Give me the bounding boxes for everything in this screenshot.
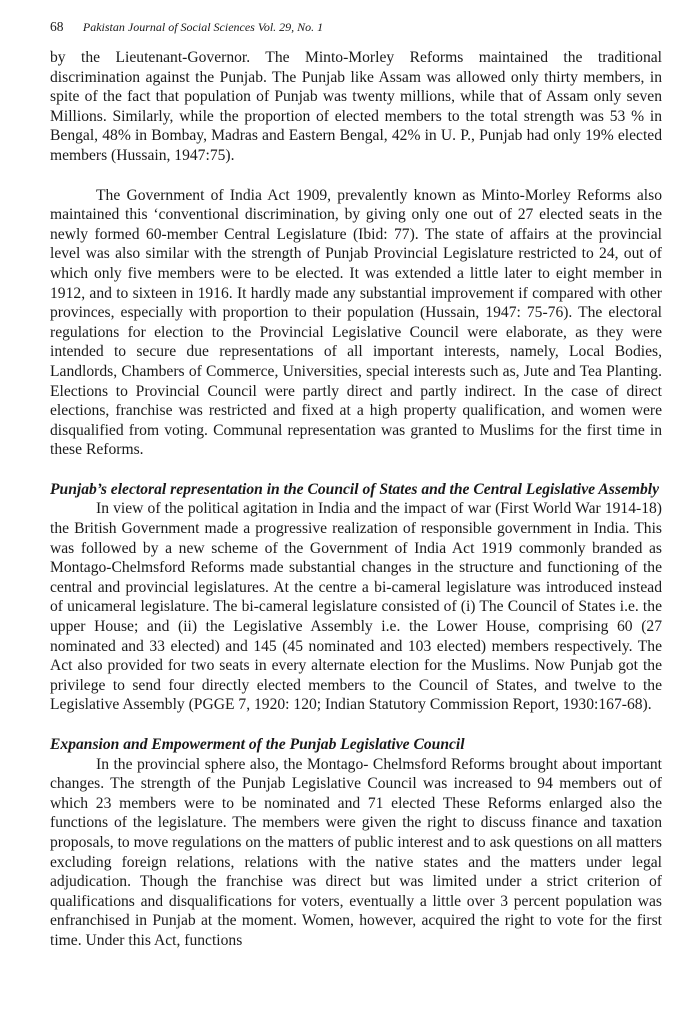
paragraph-government-of-india-act-1909: The Government of India Act 1909, prevalently known as Minto-Morley Reforms also maintained this ‘conventional discrimination, by giving only one out of 27 elected seats in the newly formed 60-member Central Legislature (Ibid: 77). The state of affairs at the provincial level was also similar with the strength of Punjab Provincial Legislature restricted to 24, out of which only five members were to be elected. It was extended a little later to eight member in 1912, and to sixteen in 1916. It hardly made any substantial improvement if compared with other provinces, especially with proportion to their population (Hussain, 1947: 75-76). The electoral regulations for election to the Provincial Legislative Council were elaborate, as they were intended to secure due representations of all important interests, namely, Local Bodies, Landlords, Chambers of Commerce, Universities, special interests such as, Jute and Tea Planting. Elections to Provincial Council were partly direct and partly indirect. In the case of direct elections, franchise was restricted and fixed at a high property qualification, and women were disqualified from voting. Communal representation was granted to Muslims for the first time in these Reforms. — [50, 186, 662, 459]
paragraph-provincial-sphere: In the provincial sphere also, the Montago- Chelmsford Reforms brought about important changes. The strength of the Punjab Legislative Council was increased to 94 members out of which 23 members were to be nominated and 71 elected These Reforms enlarged also the functions of the legislature. The members were given the right to discuss finance and taxation proposals, to move regulations on the matters of public interest and to ask questions on all matters excluding foreign relations, relations with the native states and the matters under legal adjudication. Though the franchise was direct but was limited under a strict criterion of qualifications and disqualifications for voters, eventually a little over 3 percent population was enfranchised in Punjab at the moment. Women, however, acquired the right to vote for the first time. Under this Act, functions — [50, 755, 662, 949]
paragraph-gap — [50, 166, 662, 186]
journal-page — [50, 18, 662, 951]
section-heading-electoral-representation: Punjab’s electoral representation in the Council of States and the Central Legislative Assembly — [50, 480, 660, 498]
paragraph-gap — [50, 715, 662, 735]
paragraph-minto-morley-discrimination: by the Lieutenant-Governor. The Minto-Morley Reforms maintained the traditional discrimination against the Punjab. The Punjab like Assam was allowed only thirty members, in spite of the fact that population of Punjab was twenty millions, while that of Assam only seven Millions. Similarly, while the proportion of elected members to the total strength was 53 % in Bengal, 48% in Bombay, Madras and Eastern Bengal, 42% in U. P., Punjab had only 19% elected members (Hussain, 1947:75). — [50, 49, 662, 164]
paragraph-gap — [50, 460, 662, 480]
journal-title: Pakistan Journal of Social Sciences Vol. 29, No. 1 — [82, 20, 324, 34]
section-heading-legislative-council: Expansion and Empowerment of the Punjab Legislative Council — [50, 736, 465, 753]
page-number: 68 — [50, 19, 64, 34]
running-header — [50, 18, 662, 36]
paragraph-montago-chelmsford-central: In view of the political agitation in India and the impact of war (First World War 1914-18) the British Government made a progressive realization of responsible government in India. This was followed by a new scheme of the Government of India Act 1919 commonly branded as Montago-Chelmsford Reforms made substantial changes in the structure and functioning of the central and provincial legislatures. At the centre a bi-cameral legislature was introduced instead of unicameral legislature. The bi-cameral legislature consisted of (i) The Council of States i.e. the upper House; and (ii) the Legislative Assembly i.e. the Lower House, comprising 60 (27 nominated and 33 elected) and 145 (45 nominated and 103 elected) members respectively. The Act also provided for two seats in every alternate election for the Muslims. Now Punjab got the privilege to send four directly elected members to the Council of States, and twelve to the Legislative Assembly (PGGE 7, 1920: 120; Indian Statutory Commission Report, 1930:167-68). — [50, 500, 662, 714]
